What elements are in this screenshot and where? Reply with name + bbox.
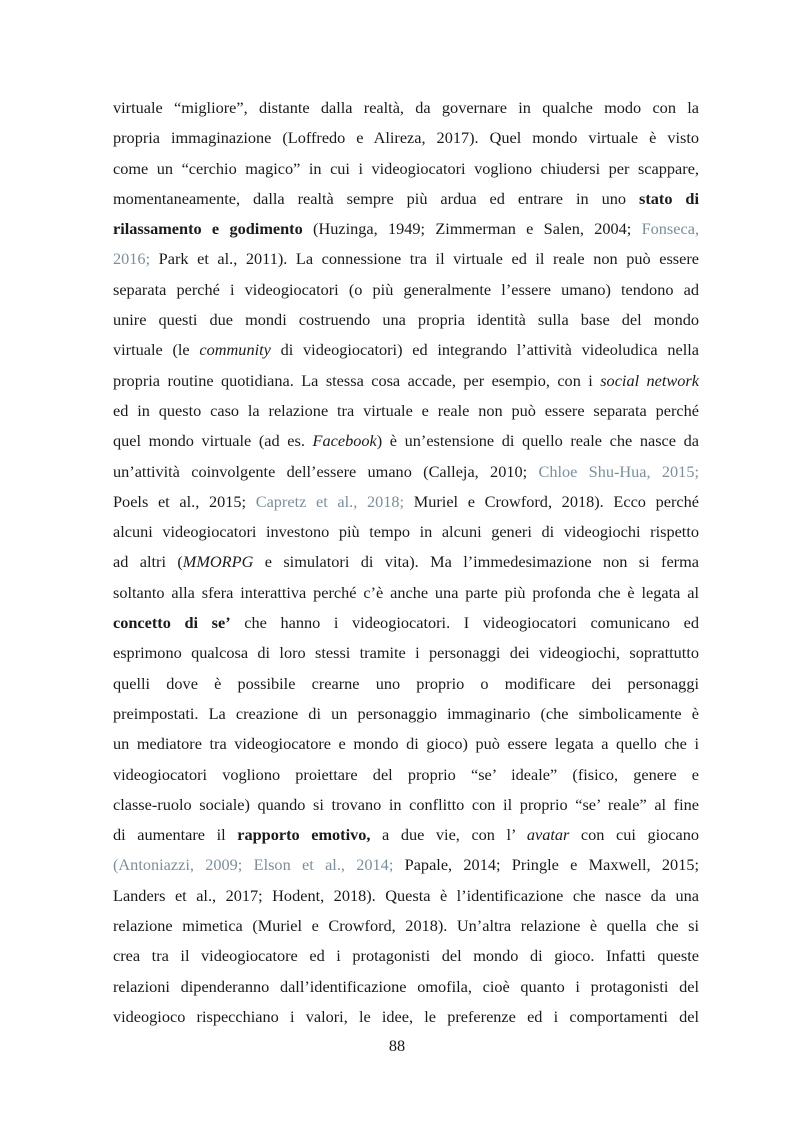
text-run: con cui giocano [569, 825, 699, 845]
text-line [113, 1002, 699, 1032]
text-run: e simulatori di vita). Ma l’immedesimazione non si ferma [253, 552, 699, 572]
italic-text: social network [600, 370, 699, 390]
text-run [242, 855, 253, 874]
text-run: classe-ruolo sociale) quando si trovano in conflitto con il proprio “se’ reale” al fine [113, 794, 699, 814]
text-run: (Huzinga, 1949; Zimmerman e Salen, 2004; [302, 219, 642, 239]
text-run: videogiocatori vogliono proiettare del proprio “se’ ideale” (fisico, genere e [113, 764, 699, 784]
text-run: un’attività coinvolgente dell’essere umano (Calleja, 2010; [113, 461, 539, 481]
bold-text: rilassamento e godimento [113, 219, 303, 239]
text-line [113, 578, 699, 608]
text-run: videogioco rispecchiano i valori, le idee, le preferenze ed i comportamenti del [113, 1006, 699, 1026]
text-line [113, 93, 699, 123]
italic-text: avatar [526, 825, 570, 845]
text-run: crea tra il videogiocatore ed i protagonisti del mondo di gioco. Infatti queste [113, 946, 699, 966]
bold-text: rapporto emotivo, [237, 825, 371, 845]
text-run: Poels et al., 2015; [113, 491, 256, 511]
text-line [113, 881, 699, 911]
text-line [113, 699, 699, 729]
citation-link[interactable]: Chloe Shu-Hua, 2015; [538, 461, 699, 481]
text-run: di aumentare il [113, 825, 238, 845]
text-run: propria routine quotidiana. La stessa cosa accade, per esempio, con i [113, 370, 601, 390]
text-line [113, 729, 699, 759]
text-line [113, 911, 699, 941]
citation-link[interactable]: Elson et al., 2014; [253, 855, 394, 875]
text-run: ad altri ( [113, 552, 183, 572]
text-line [113, 214, 699, 244]
text-line [113, 820, 699, 850]
citation-link[interactable]: Capretz et al., 2018; [255, 491, 405, 511]
text-line [113, 154, 699, 184]
text-line [113, 608, 699, 638]
text-run: separata perché i videogiocatori (o più generalmente l’essere umano) tendono ad [113, 279, 699, 299]
text-run: Landers et al., 2017; Hodent, 2018). Questa è l’identificazione che nasce da una [113, 885, 699, 905]
text-run: relazioni dipenderanno dall’identificazione omofila, cioè quanto i protagonisti del [113, 976, 699, 996]
page-number: 88 [388, 1036, 406, 1055]
text-run: unire questi due mondi costruendo una propria identità sulla base del mondo [113, 310, 699, 330]
text-run: di videogiocatori) ed integrando l’attività videoludica nella [270, 340, 700, 360]
text-run: ) è un’estensione di quello reale che nasce da [376, 431, 699, 451]
citation-link[interactable]: Fonseca, [641, 219, 700, 239]
text-line [113, 547, 699, 577]
text-run: ed in questo caso la relazione tra virtuale e reale non può essere separata perché [113, 400, 699, 420]
text-run: alcuni videogiocatori investono più tempo in alcuni generi di videogiochi rispetto [113, 522, 699, 542]
text-run: quelli dove è possibile crearne uno proprio o modificare dei personaggi [113, 673, 699, 693]
text-run: relazione mimetica (Muriel e Crowford, 2018). Un’altra relazione è quella che si [113, 916, 699, 936]
text-run: momentaneamente, dalla realtà sempre più ardua ed entrare in uno [113, 188, 639, 208]
text-line [113, 396, 699, 426]
text-line [113, 941, 699, 971]
bold-text: concetto di se’ [113, 613, 231, 633]
italic-text: Facebook [312, 431, 377, 451]
italic-text: community [199, 340, 271, 360]
text-run: che hanno i videogiocatori. I videogiocatori comunicano ed [230, 613, 699, 633]
text-run: Papale, 2014; Pringle e Maxwell, 2015; [393, 855, 699, 875]
text-run: come un “cerchio magico” in cui i videogiocatori vogliono chiudersi per scappare, [113, 158, 699, 178]
text-run: preimpostati. La creazione di un personaggio immaginario (che simbolicamente è [113, 703, 699, 723]
text-line [113, 335, 699, 365]
text-line [113, 366, 699, 396]
text-line [113, 850, 699, 880]
text-run: esprimono qualcosa di loro stessi tramite i personaggi dei videogiochi, soprattutto [113, 643, 699, 663]
text-line [113, 760, 699, 790]
text-run: un mediatore tra videogiocatore e mondo di gioco) può essere legata a quello che i [113, 734, 699, 754]
text-line [113, 275, 699, 305]
bold-text: stato di [639, 188, 699, 208]
text-line [113, 790, 699, 820]
text-run: Muriel e Crowford, 2018). Ecco perché [404, 491, 700, 511]
text-run: virtuale “migliore”, distante dalla realtà, da governare in qualche modo con la [113, 98, 699, 117]
citation-link[interactable]: 2016; [113, 249, 151, 269]
text-run: soltanto alla sfera interattiva perché c’è anche una parte più profonda che è legata al [113, 582, 699, 602]
citation-link[interactable]: (Antoniazzi, 2009; [113, 855, 243, 875]
text-line [113, 517, 699, 547]
text-line [113, 244, 699, 274]
text-run: virtuale (le [113, 340, 200, 360]
text-run: propria immaginazione (Loffredo e Alireza, 2017). Quel mondo virtuale è visto [113, 128, 699, 148]
body-paragraph [113, 93, 699, 1032]
text-line [113, 638, 699, 668]
text-line [113, 457, 699, 487]
text-line [113, 669, 699, 699]
text-run: quel mondo virtuale (ad es. [113, 431, 313, 451]
text-line [113, 305, 699, 335]
text-line [113, 184, 699, 214]
italic-text: MMORPG [182, 552, 254, 572]
text-run: Park et al., 2011). La connessione tra il virtuale ed il reale non può essere [150, 249, 699, 269]
text-line [113, 487, 699, 517]
text-line [113, 426, 699, 456]
text-run: a due vie, con l’ [370, 825, 527, 845]
text-line [113, 123, 699, 153]
text-line [113, 972, 699, 1002]
